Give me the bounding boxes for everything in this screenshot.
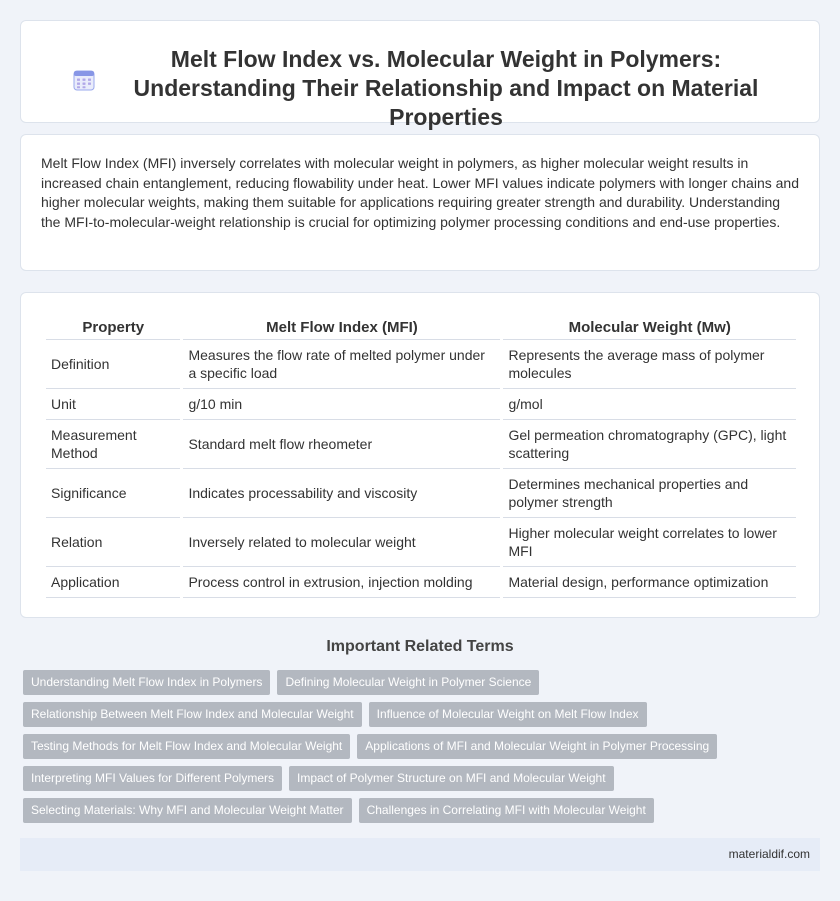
related-term-tag[interactable]: Selecting Materials: Why MFI and Molecular Weight Matter [23,798,352,823]
related-term-tag[interactable]: Impact of Polymer Structure on MFI and Molecular Weight [289,766,614,791]
tag-row [23,766,823,791]
table-header-row [46,311,796,340]
table-row [46,389,796,420]
tag-row [23,798,823,823]
table-cell: Material design, performance optimization [503,567,796,598]
table-cell: Relation [46,518,180,567]
table-cell: g/mol [503,389,796,420]
related-terms-list [23,670,823,830]
summary-card [20,134,820,271]
page-title: Melt Flow Index vs. Molecular Weight in Polymers: Understanding Their Relationship and Impact on Material Properties [133,46,759,130]
table-cell: Measurement Method [46,420,180,469]
table-cell: Unit [46,389,180,420]
table-row [46,469,796,518]
related-term-tag[interactable]: Interpreting MFI Values for Different Polymers [23,766,282,791]
tag-row [23,702,823,727]
table-cell: g/10 min [183,389,500,420]
table-cell: Gel permeation chromatography (GPC), light scattering [503,420,796,469]
title-card [20,20,820,130]
table-row [46,340,796,389]
related-term-tag[interactable]: Applications of MFI and Molecular Weight in Polymer Processing [357,734,717,759]
related-term-tag[interactable]: Understanding Melt Flow Index in Polymers [23,670,270,695]
comparison-table [43,311,799,598]
table-cell: Definition [46,340,180,389]
related-term-tag[interactable]: Relationship Between Melt Flow Index and Molecular Weight [23,702,362,727]
table-cell: Higher molecular weight correlates to lower MFI [503,518,796,567]
table-cell: Standard melt flow rheometer [183,420,500,469]
footer-site[interactable]: materialdif.com [728,847,810,861]
table-cell: Inversely related to molecular weight [183,518,500,567]
table-row [46,420,796,469]
table-cell: Represents the average mass of polymer molecules [503,340,796,389]
table-header-cell: Melt Flow Index (MFI) [183,311,500,340]
related-term-tag[interactable]: Influence of Molecular Weight on Melt Flow Index [369,702,647,727]
related-terms-heading: Important Related Terms [326,638,514,655]
table-cell: Measures the flow rate of melted polymer under a specific load [183,340,500,389]
table-header-cell: Property [46,311,180,340]
related-term-tag[interactable]: Testing Methods for Melt Flow Index and Molecular Weight [23,734,350,759]
footer [20,838,820,871]
table-cell: Application [46,567,180,598]
comparison-table-card [20,292,820,618]
table-row [46,518,796,567]
related-term-tag[interactable]: Challenges in Correlating MFI with Molecular Weight [359,798,654,823]
table-cell: Process control in extrusion, injection molding [183,567,500,598]
tag-row [23,670,823,695]
related-term-tag[interactable]: Defining Molecular Weight in Polymer Science [277,670,539,695]
table-header-cell: Molecular Weight (Mw) [503,311,796,340]
summary-text: Melt Flow Index (MFI) inversely correlates with molecular weight in polymers, as higher molecular weight results in increased chain entanglement, reducing flowability under heat. Lower MFI values indicate polymers with longer chains and higher molecular weights, making them suitable for applications requiring greater strength and durability. Understanding the MFI-to-molecular-weight relationship is crucial for optimizing polymer processing conditions and end-use properties. [41,155,799,230]
table-row [46,567,796,598]
table-cell: Indicates processability and viscosity [183,469,500,518]
table-cell: Significance [46,469,180,518]
tag-row [23,734,823,759]
table-cell: Determines mechanical properties and polymer strength [503,469,796,518]
